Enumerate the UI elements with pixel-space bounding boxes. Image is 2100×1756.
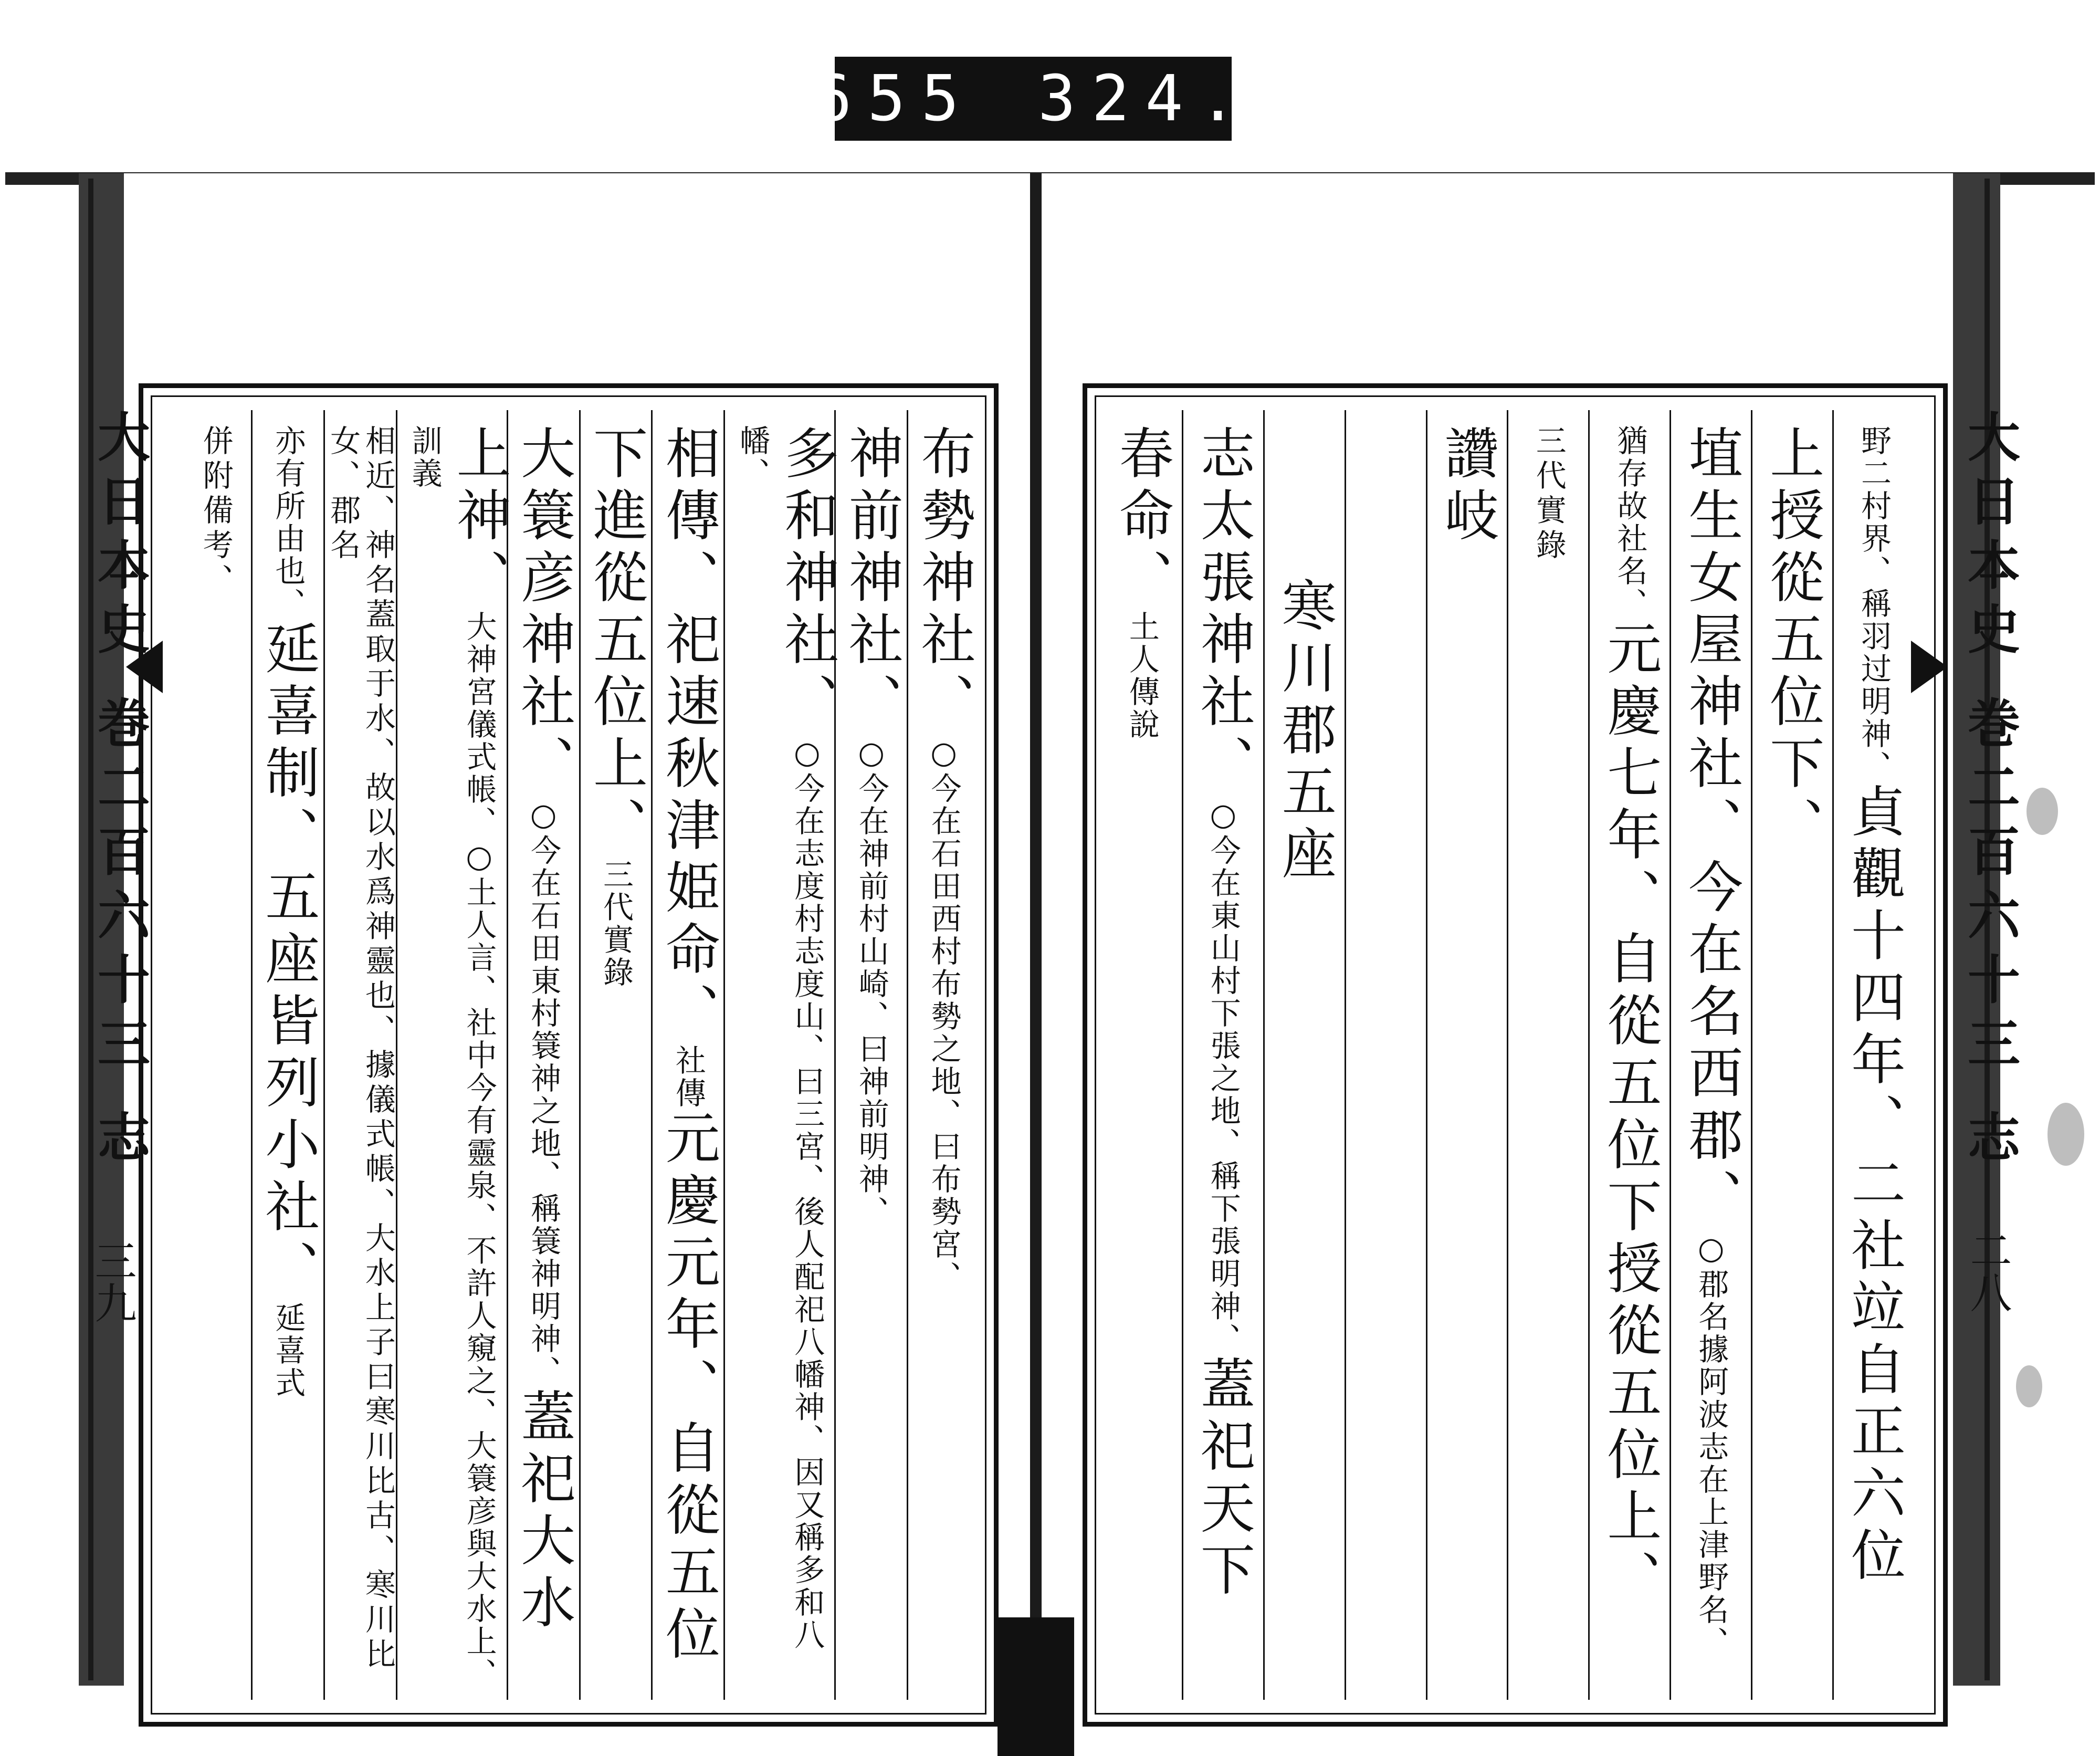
text-column xyxy=(325,410,397,1700)
text-column xyxy=(397,410,511,1700)
text-run: 春命、 xyxy=(1109,425,1174,611)
text-column xyxy=(180,410,253,1700)
annotation: 相近、神名蓋取于水、故以水爲神靈也、據儀式帳、大水上子曰寒川比古、寒川比女、郡名 xyxy=(325,425,396,1673)
annotation: 野二村界、稱羽过明神、 xyxy=(1856,425,1892,783)
text-column xyxy=(1346,410,1427,1700)
header-volume: 巻二百六十三 xyxy=(89,695,151,1080)
frame-number: 324. xyxy=(1037,62,1253,135)
right-page xyxy=(1042,173,1953,1686)
text-column xyxy=(653,410,725,1700)
left-page xyxy=(124,173,1030,1690)
entry-heading: 布勢神社、 xyxy=(911,425,976,735)
text-run: 蓋祀天下 xyxy=(1191,1355,1255,1603)
annotation: ○今在石田東村簑神之地、稱簑神明神、 xyxy=(526,797,562,1388)
annotation: ○今在志度村志度山、曰三宮、後人配祀八幡神、因又稱多和八幡、 xyxy=(734,425,825,1652)
annotation: 大神宮儀式帳、○土人言、社中今有靈泉、不許人窺之、大簑彦與大水上、訓義 xyxy=(406,425,497,1690)
annotation: ○今在石田西村布勢之地、曰布勢宮、 xyxy=(926,735,962,1293)
header-title: 大日本史 xyxy=(1959,410,2021,666)
text-column xyxy=(1834,410,1914,1700)
scan-noise xyxy=(2048,1103,2084,1166)
entry-heading: 大簑彦神社、 xyxy=(511,425,576,797)
text-column xyxy=(908,410,979,1700)
header-section: 志 xyxy=(1959,1110,2021,1174)
right-columns xyxy=(1102,410,1914,1700)
header-volume: 巻二百六十三 xyxy=(1959,695,2021,1080)
text-column xyxy=(508,410,581,1700)
annotation: ○今在東山村下張之地、稱下張明神、 xyxy=(1205,797,1241,1355)
province-heading: 讚岐 xyxy=(1435,425,1499,549)
text-run: 下進從五位上、 xyxy=(583,425,648,859)
source-citation: 三代實錄 xyxy=(1530,425,1567,563)
text-run: 貞觀十四年、二社竝自正六位 xyxy=(1842,783,1906,1588)
text-run: 今在名西郡、 xyxy=(1679,859,1744,1230)
source-citation: 延喜式 xyxy=(270,1302,306,1399)
annotation: 土人傳說 xyxy=(1124,611,1160,741)
entry-heading: 神前神社、 xyxy=(839,425,904,735)
source-citation: 三代實錄 xyxy=(597,859,634,989)
scan-noise xyxy=(2016,1365,2042,1407)
text-column xyxy=(1671,410,1752,1700)
left-folio-number: 三九 xyxy=(88,1239,136,1323)
annotation: 併附備考、 xyxy=(197,425,234,598)
entry-heading: 志太張神社、 xyxy=(1191,425,1255,797)
text-run: 元慶元年、自從五位 xyxy=(656,1110,720,1667)
text-run: 上神、 xyxy=(447,425,511,611)
text-column xyxy=(1427,410,1509,1700)
scan-noise xyxy=(2026,788,2058,835)
text-run: 蓋祀大水 xyxy=(511,1388,576,1636)
right-header-marker xyxy=(1911,641,1948,693)
annotation: 猶存故社名、 xyxy=(1612,425,1648,620)
header-title: 大日本史 xyxy=(89,410,151,666)
text-column xyxy=(1590,410,1671,1700)
right-running-header xyxy=(1952,410,2028,1174)
entry-heading: 多和神社、 xyxy=(775,425,839,735)
district-heading: 寒川郡五座 xyxy=(1272,577,1337,887)
header-section: 志 xyxy=(89,1110,151,1174)
left-running-header xyxy=(82,410,158,1174)
text-column xyxy=(1752,410,1834,1700)
right-folio-number: 二八 xyxy=(1963,1229,2012,1313)
annotation: 亦有所由也、 xyxy=(270,425,306,620)
text-run: 延喜制、五座皆列小社、 xyxy=(256,620,320,1302)
left-header-marker xyxy=(126,641,163,693)
left-text-frame xyxy=(139,383,999,1727)
left-columns xyxy=(180,410,979,1700)
book-spine-gutter xyxy=(1030,173,1042,1696)
annotation: ○郡名據阿波志在上津野名、 xyxy=(1693,1230,1729,1659)
right-text-frame xyxy=(1083,383,1948,1727)
text-column xyxy=(253,410,325,1700)
text-run: 上授從五位下、 xyxy=(1760,425,1825,859)
text-column xyxy=(1508,410,1590,1700)
text-column xyxy=(1102,410,1183,1700)
text-run: 相傳、祀速秋津姫命、 xyxy=(656,425,720,1044)
text-column xyxy=(725,410,839,1700)
text-run: 元慶七年、自從五位下授從五位上、 xyxy=(1598,620,1662,1612)
text-column xyxy=(1183,410,1265,1700)
spine-base xyxy=(998,1617,1074,1756)
text-column xyxy=(581,410,653,1700)
annotation: ○今在神前村山崎、曰神前明神、 xyxy=(853,735,889,1228)
entry-heading: 埴生女屋神社、 xyxy=(1679,425,1744,859)
annotation: 社傳 xyxy=(670,1044,706,1110)
reel-number: 655 xyxy=(814,62,975,135)
text-column xyxy=(836,410,908,1700)
film-frame-label xyxy=(814,57,1253,141)
text-column xyxy=(1265,410,1346,1700)
